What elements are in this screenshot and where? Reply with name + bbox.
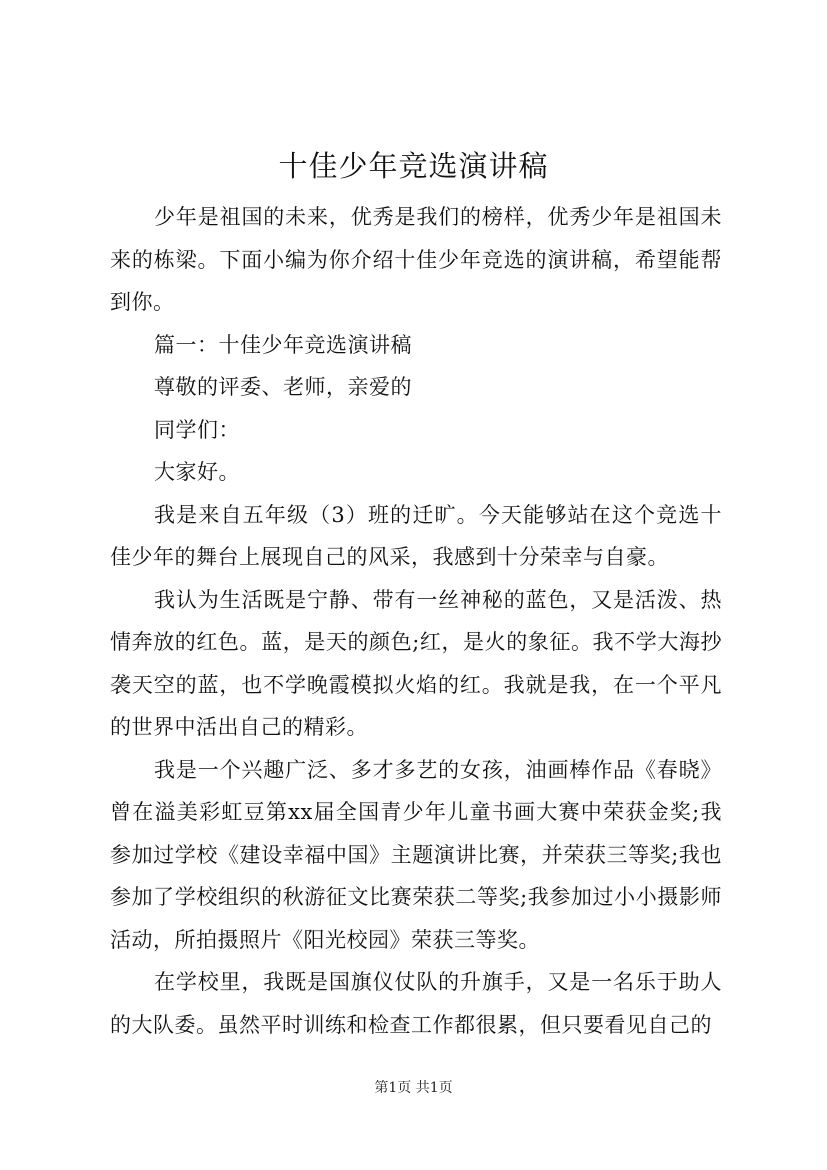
paragraph-greeting: 大家好。 <box>154 460 240 484</box>
paragraph-section-heading: 篇一：十佳少年竞选演讲稿 <box>154 332 412 357</box>
paragraph-self-intro: 我是来自五年级（3）班的迁旷。今天能够站在这个竞选十佳少年的舞台上展现自己的风采，我感到十分荣幸与自豪。 <box>110 502 722 569</box>
paragraph-salutation-cont: 同学们： <box>154 417 240 442</box>
document-title: 十佳少年竞选演讲稿 <box>278 149 549 183</box>
paragraph-intro: 少年是祖国的未来，优秀是我们的榜样，优秀少年是祖国未来的栋梁。下面小编为你介绍十佳少年竞选的演讲稿，希望能帮到你。 <box>110 205 722 314</box>
page-footer: 第1页 共1页 <box>374 1080 453 1096</box>
paragraph-school-roles: 在学校里，我既是国旗仪仗队的升旗手，又是一名乐于助人的大队委。虽然平时训练和检查工作都很累，但只要看见自己的 <box>110 970 722 1037</box>
paragraph-achievements: 我是一个兴趣广泛、多才多艺的女孩，油画棒作品《春晓》曾在溢美彩虹豆第xx届全国青少年儿童书画大赛中荣获金奖;我参加过学校《建设幸福中国》主题演讲比赛，并荣获三等奖;我也参加了学校组织的秋游征文比赛荣获二等奖;我参加过小小摄影师活动，所拍摄照片《阳光校园》荣获三等奖。 <box>110 757 722 952</box>
paragraph-life-view: 我认为生活既是宁静、带有一丝神秘的蓝色，又是活泼、热情奔放的红色。蓝，是天的颜色;红，是火的象征。我不学大海抄袭天空的蓝，也不学晚霞模拟火焰的红。我就是我，在一个平凡的世界中活出自己的精彩。 <box>110 587 722 739</box>
paragraph-salutation: 尊敬的评委、老师，亲爱的 <box>154 375 412 399</box>
document-body <box>110 196 722 1046</box>
